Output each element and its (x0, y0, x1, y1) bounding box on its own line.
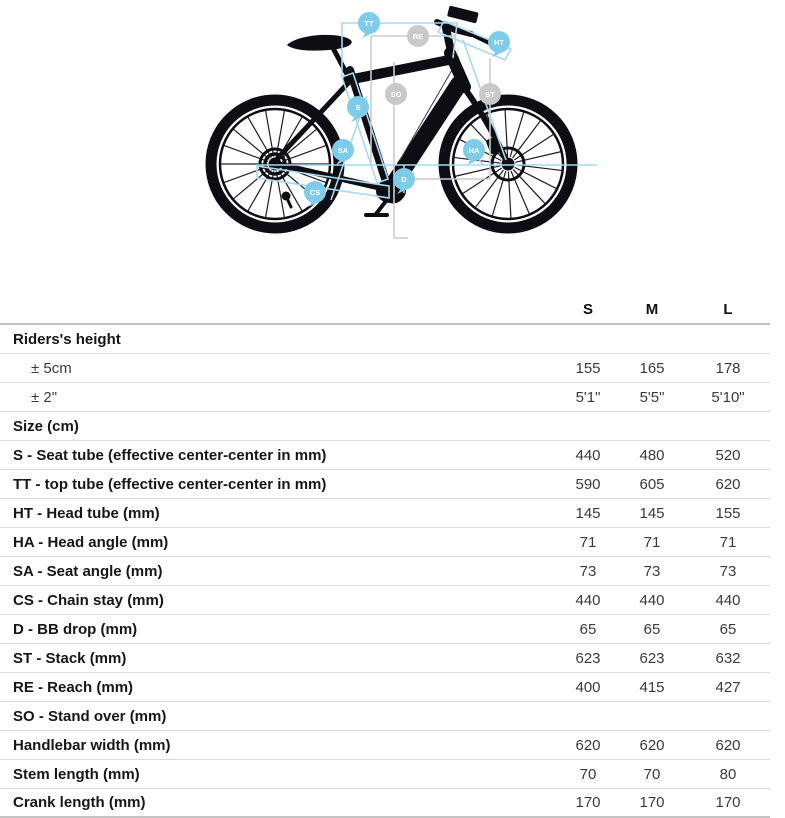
marker-label: S (355, 102, 361, 112)
cell-s: 73 (579, 562, 597, 580)
cell-s: 170 (575, 794, 601, 811)
section-row (0, 412, 770, 441)
cell-m: 415 (639, 678, 665, 696)
cell-l: 620 (715, 475, 741, 493)
section-row (0, 325, 770, 354)
table-row (0, 383, 770, 412)
marker-ht-badge (488, 31, 510, 57)
row-label: ± 5cm (31, 359, 72, 377)
cell-l: 65 (719, 620, 737, 638)
table-row (0, 789, 770, 818)
table-row (0, 760, 770, 789)
table-row (0, 557, 770, 586)
table-row (0, 644, 770, 673)
table-row (0, 615, 770, 644)
cell-s: 623 (575, 649, 601, 667)
table-row (0, 586, 770, 615)
cell-s: 590 (575, 475, 601, 493)
row-label: Handlebar width (mm) (13, 736, 171, 754)
cell-s: 400 (575, 678, 601, 696)
cell-m: 65 (643, 620, 661, 638)
row-label: RE - Reach (mm) (13, 678, 134, 696)
marker-so-badge (385, 83, 407, 105)
cell-m: 170 (639, 794, 665, 811)
cell-l: 632 (715, 649, 741, 667)
column-header-s: S (582, 301, 593, 318)
cell-s: 145 (575, 504, 601, 522)
table-row (0, 702, 770, 731)
cell-l: 155 (715, 504, 741, 522)
row-label: Crank length (mm) (13, 794, 146, 811)
row-label: HA - Head angle (mm) (13, 533, 169, 551)
cell-l: 440 (715, 591, 741, 609)
cell-l: 178 (715, 359, 741, 377)
geometry-table (0, 296, 770, 818)
cell-m: 70 (643, 765, 661, 783)
marker-label: SA (337, 145, 349, 155)
cell-s: 70 (579, 765, 597, 783)
row-label: SO - Stand over (mm) (13, 707, 167, 725)
table-row (0, 673, 770, 702)
cell-s: 620 (575, 736, 601, 754)
bike-geometry-diagram (0, 0, 785, 296)
marker-label: TT (364, 18, 374, 28)
front-wheel (444, 100, 572, 228)
cell-l: 620 (715, 736, 741, 754)
table-body (0, 325, 770, 818)
marker-label: CS (309, 187, 321, 197)
cell-s: 155 (575, 359, 601, 377)
cell-s: 440 (575, 446, 601, 464)
row-label: Size (cm) (13, 417, 79, 435)
cell-l: 73 (719, 562, 737, 580)
row-label: ST - Stack (mm) (13, 649, 127, 667)
cell-m: 165 (639, 359, 665, 377)
marker-re-badge (407, 25, 429, 47)
row-label: Riders's height (13, 330, 121, 348)
table-row (0, 354, 770, 383)
cell-m: 5'5" (639, 388, 665, 406)
cell-m: 623 (639, 649, 665, 667)
row-label: Stem length (mm) (13, 765, 140, 783)
cell-l: 520 (715, 446, 741, 464)
row-label: CS - Chain stay (mm) (13, 591, 164, 609)
bike-diagram-svg (0, 0, 785, 296)
cell-m: 480 (639, 446, 665, 464)
cell-s: 71 (579, 533, 597, 551)
cell-l: 427 (715, 678, 741, 696)
marker-label: HA (468, 145, 480, 155)
bike-silhouette (211, 6, 572, 228)
cell-l: 80 (719, 765, 737, 783)
table-header-row (0, 296, 770, 325)
table-row (0, 528, 770, 557)
row-label: HT - Head tube (mm) (13, 504, 160, 522)
marker-label: SO (390, 89, 402, 99)
table-row (0, 470, 770, 499)
cell-s: 440 (575, 591, 601, 609)
marker-label: HT (494, 37, 504, 47)
table-row (0, 441, 770, 470)
cell-m: 605 (639, 475, 665, 493)
cell-m: 620 (639, 736, 665, 754)
marker-tt-badge (358, 12, 380, 38)
marker-label: D (401, 174, 407, 184)
column-header-l: L (723, 301, 733, 318)
cell-m: 73 (643, 562, 661, 580)
cell-m: 71 (643, 533, 661, 551)
column-header-m: M (645, 301, 659, 318)
cell-l: 71 (719, 533, 737, 551)
row-label: D - BB drop (mm) (13, 620, 138, 638)
marker-label: ST (485, 89, 495, 99)
cell-s: 5'1" (575, 388, 601, 406)
row-label: TT - top tube (effective center-center in mm) (13, 475, 327, 493)
cell-l: 170 (715, 794, 741, 811)
cell-m: 145 (639, 504, 665, 522)
cell-l: 5'10" (711, 388, 745, 406)
cell-m: 440 (639, 591, 665, 609)
row-label: S - Seat tube (effective center-center in mm) (13, 446, 327, 464)
marker-label: RE (412, 31, 424, 41)
table-row (0, 499, 770, 528)
marker-st-badge (479, 83, 501, 105)
table-row (0, 731, 770, 760)
row-label: SA - Seat angle (mm) (13, 562, 163, 580)
cell-s: 65 (579, 620, 597, 638)
row-label: ± 2" (31, 388, 58, 406)
